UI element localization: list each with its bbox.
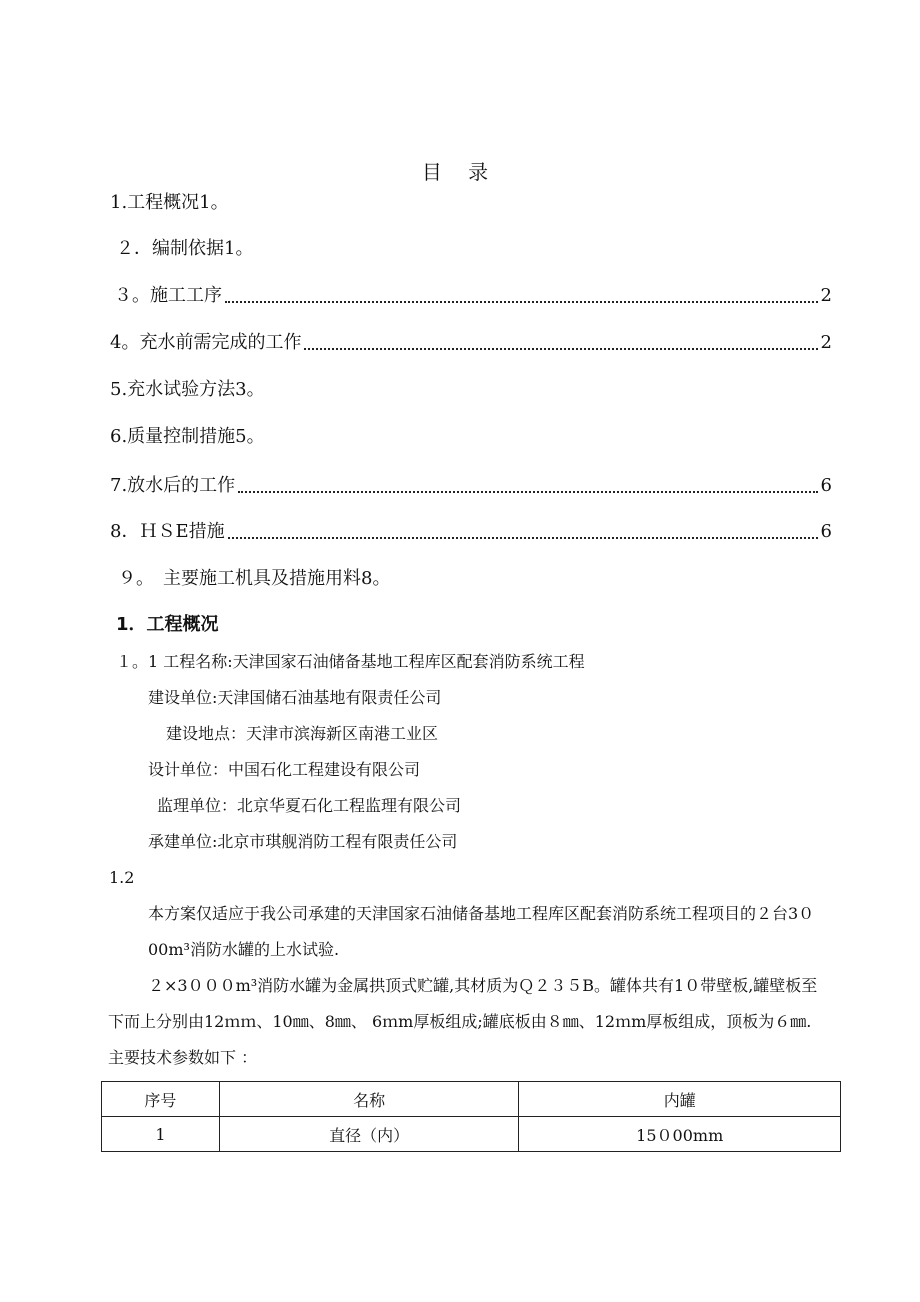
- toc-item-label: ３。施工工序: [114, 285, 222, 306]
- toc-item[interactable]: [110, 473, 832, 499]
- toc-item-page: 6: [820, 475, 832, 496]
- toc-leader-dots: [304, 348, 817, 350]
- toc-title: 目 录: [421, 160, 499, 184]
- header-inner-tank: 内罐: [519, 1082, 841, 1117]
- toc-item-label: 1.工程概况1。: [110, 192, 229, 213]
- toc-item[interactable]: [118, 566, 832, 592]
- toc-leader-dots: [225, 301, 818, 303]
- location-line: 建设地点：天津市滨海新区南港工业区: [166, 724, 439, 743]
- toc-item-label: 6.质量控制措施5。: [110, 426, 265, 447]
- toc-item[interactable]: [114, 283, 832, 309]
- parameters-table: [101, 1081, 841, 1152]
- toc-leader-dots: [228, 537, 818, 539]
- toc-item-label: ９。 主要施工机具及措施用料8。: [118, 568, 391, 589]
- toc-item[interactable]: [116, 236, 832, 262]
- cell-seq: 1: [102, 1117, 220, 1152]
- section-heading: 1．工程概况: [116, 614, 219, 635]
- subsection-number: 1.2: [109, 868, 135, 887]
- scope-paragraph: 本方案仅适应于我公司承建的天津国家石油储备基地工程库区配套消防系统工程项目的２台3０00m³消防水罐的上水试验.: [148, 904, 815, 959]
- toc-item[interactable]: [110, 377, 832, 403]
- table-header-row: [102, 1082, 841, 1117]
- toc-item-label: 4。充水前需完成的工作: [110, 332, 302, 353]
- toc-item-label: 7.放水后的工作: [110, 475, 236, 496]
- project-name-line: １。1 工程名称:天津国家石油储备基地工程库区配套消防系统工程: [116, 652, 585, 671]
- tank-description-paragraph: ２×3０００m³消防水罐为金属拱顶式贮罐,其材质为Ｑ２３５B。罐体共有1０带壁板,罐壁板至下而上分别由12ｍｍ、10㎜、8㎜、 6ｍm厚板组成;罐底板由８㎜、12ｍm厚板组成，顶板为６㎜.主要技术参数如下 ：: [108, 976, 818, 1067]
- toc-leader-dots: [238, 491, 817, 493]
- toc-item[interactable]: [110, 424, 832, 450]
- supervisor-line: 监理单位：北京华夏石化工程监理有限公司: [157, 796, 462, 815]
- table-row: [102, 1117, 841, 1152]
- header-seq: 序号: [102, 1082, 220, 1117]
- toc-item-page: 2: [820, 332, 832, 353]
- toc-item-label: ２．编制依据1。: [116, 238, 254, 259]
- toc-item-page: 6: [820, 521, 832, 542]
- toc-item[interactable]: [110, 519, 832, 545]
- cell-value: 15０00mm: [519, 1117, 841, 1152]
- toc-item[interactable]: [110, 190, 832, 216]
- designer-line: 设计单位：中国石化工程建设有限公司: [148, 760, 421, 779]
- toc-item-page: 2: [820, 285, 832, 306]
- toc-item-label: 5.充水试验方法3。: [110, 379, 265, 400]
- toc-item[interactable]: [110, 330, 832, 356]
- cell-name: 直径（内）: [219, 1117, 519, 1152]
- contractor-line: 承建单位:北京市琪舰消防工程有限责任公司: [148, 832, 458, 851]
- toc-item-label: 8．ＨＳE措施: [110, 521, 225, 542]
- owner-line: 建设单位:天津国储石油基地有限责任公司: [148, 688, 442, 707]
- header-name: 名称: [219, 1082, 519, 1117]
